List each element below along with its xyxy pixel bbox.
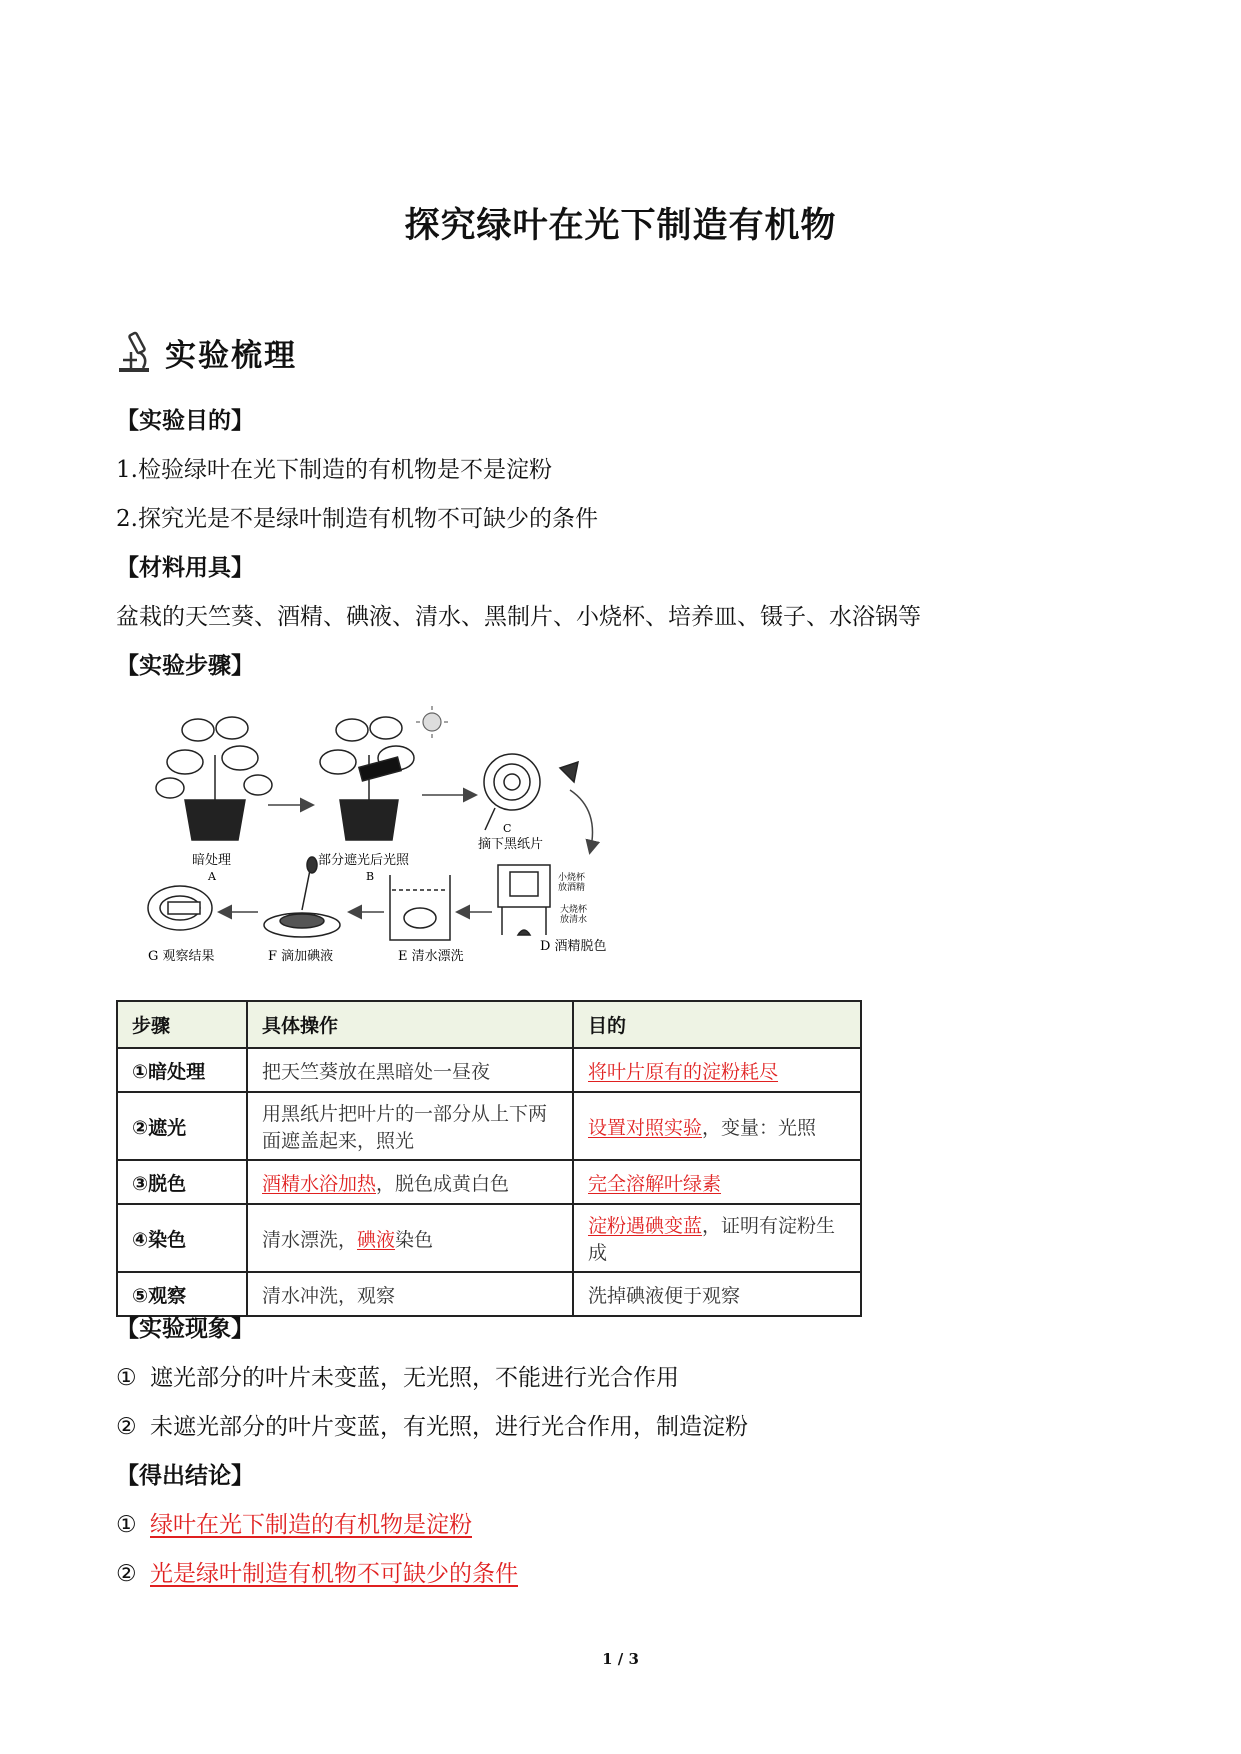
- steps-table: [116, 1000, 862, 1317]
- beaker-e: [390, 875, 450, 940]
- cell-step: ④染色: [117, 1204, 247, 1272]
- purpose-item-1: 1.检验绿叶在光下制造的有机物是不是淀粉: [116, 457, 552, 483]
- cell-operation: [247, 1160, 573, 1204]
- conclusion-text-1: 绿叶在光下制造的有机物是淀粉: [150, 1512, 472, 1538]
- purpose-text: 设置对照实验: [588, 1116, 703, 1139]
- th-step: 步骤: [117, 1001, 247, 1048]
- conclusion-num-1: ①: [116, 1512, 137, 1538]
- purpose-text: 完全溶解叶绿素: [588, 1172, 722, 1195]
- cell-purpose: [573, 1048, 861, 1092]
- table-row: [117, 1204, 861, 1272]
- sun-icon: [416, 706, 448, 738]
- label-d-big1: 大烧杯: [560, 905, 588, 915]
- purpose-heading: 【实验目的】: [116, 408, 254, 434]
- dish-f: [264, 857, 340, 937]
- operation-text: 把天竺葵放在黑暗处一昼夜: [262, 1060, 491, 1083]
- phenomena-item-1: [116, 1359, 679, 1392]
- steps-heading: 【实验步骤】: [116, 653, 254, 679]
- label-a-letter: A: [208, 870, 216, 883]
- label-b-letter: B: [366, 870, 375, 883]
- cell-purpose: [573, 1160, 861, 1204]
- label-d-name: D 酒精脱色: [540, 939, 607, 954]
- phenomena-text-1: 遮光部分的叶片未变蓝，无光照，不能进行光合作用: [150, 1365, 679, 1391]
- experiment-figure: [140, 700, 640, 970]
- purpose-text: 淀粉遇碘变蓝: [588, 1215, 703, 1237]
- purpose-text: ，证明有淀粉生成: [588, 1215, 836, 1264]
- conclusion-item-2: [116, 1555, 518, 1588]
- table-row: [117, 1092, 861, 1160]
- cell-purpose: [573, 1272, 861, 1316]
- microscope-icon: [115, 330, 157, 374]
- table-row: [117, 1048, 861, 1092]
- cell-step: ⑤观察: [117, 1272, 247, 1316]
- cell-operation: [247, 1272, 573, 1316]
- cell-purpose: [573, 1092, 861, 1160]
- section-header: [115, 330, 297, 374]
- label-d-small2: 放酒精: [558, 883, 586, 893]
- operation-text: 清水漂洗，: [262, 1228, 358, 1251]
- phenomena-num-1: ①: [116, 1365, 137, 1391]
- operation-text: 染色: [395, 1228, 434, 1251]
- purpose-item-2: 2.探究光是不是绿叶制造有机物不可缺少的条件: [116, 506, 598, 532]
- phenomena-heading: 【实验现象】: [116, 1316, 254, 1342]
- purpose-text: ，变量：光照: [702, 1116, 817, 1139]
- section-title: 实验梳理: [165, 337, 297, 374]
- page-number: 1 / 3: [602, 1650, 639, 1668]
- conclusion-num-2: ②: [116, 1561, 137, 1587]
- conclusion-heading: 【得出结论】: [116, 1463, 254, 1489]
- label-c-letter: C: [503, 822, 512, 835]
- page-title: 探究绿叶在光下制造有机物: [404, 206, 837, 246]
- purpose-text: 洗掉碘液便于观察: [588, 1284, 741, 1307]
- beaker-d: [498, 865, 550, 935]
- operation-text: 清水冲洗，观察: [262, 1284, 396, 1307]
- phenomena-text-2: 未遮光部分的叶片变蓝，有光照，进行光合作用，制造淀粉: [150, 1414, 748, 1440]
- cell-operation: [247, 1092, 573, 1160]
- cell-operation: [247, 1048, 573, 1092]
- table-row: [117, 1160, 861, 1204]
- label-d-big2: 放清水: [560, 915, 588, 925]
- purpose-text: 将叶片原有的淀粉耗尽: [588, 1060, 779, 1083]
- cell-step: ②遮光: [117, 1092, 247, 1160]
- label-b-name: 部分遮光后光照: [318, 853, 410, 868]
- label-d-small1: 小烧杯: [558, 873, 586, 883]
- label-e-name: E 清水漂洗: [398, 949, 464, 964]
- label-c-name: 摘下黑纸片: [478, 837, 544, 852]
- label-a-name: 暗处理: [192, 853, 232, 868]
- materials-text: 盆栽的天竺葵、酒精、碘液、清水、黑制片、小烧杯、培养皿、镊子、水浴锅等: [116, 604, 921, 630]
- materials-heading: 【材料用具】: [116, 555, 254, 581]
- operation-text: 酒精水浴加热: [262, 1172, 377, 1195]
- th-purpose: 目的: [573, 1001, 861, 1048]
- conclusion-item-1: [116, 1506, 472, 1539]
- operation-text: ，脱色成黄白色: [376, 1172, 510, 1195]
- operation-text: 碘液: [357, 1228, 396, 1251]
- th-operation: 具体操作: [247, 1001, 573, 1048]
- cell-step: ③脱色: [117, 1160, 247, 1204]
- table-header-row: [117, 1001, 861, 1048]
- leaf-g: [148, 886, 212, 930]
- plant-b: [320, 717, 414, 840]
- phenomena-item-2: [116, 1408, 748, 1441]
- conclusion-text-2: 光是绿叶制造有机物不可缺少的条件: [150, 1561, 518, 1587]
- label-g-name: G 观察结果: [148, 949, 215, 964]
- label-f-name: F 滴加碘液: [268, 949, 334, 964]
- operation-text: 用黑纸片把叶片的一部分从上下两面遮盖起来，照光: [262, 1103, 548, 1152]
- cell-operation: [247, 1204, 573, 1272]
- cell-step: ①暗处理: [117, 1048, 247, 1092]
- cell-purpose: [573, 1204, 861, 1272]
- leaf-c: [484, 754, 578, 830]
- plant-a: [156, 717, 272, 840]
- phenomena-num-2: ②: [116, 1414, 137, 1440]
